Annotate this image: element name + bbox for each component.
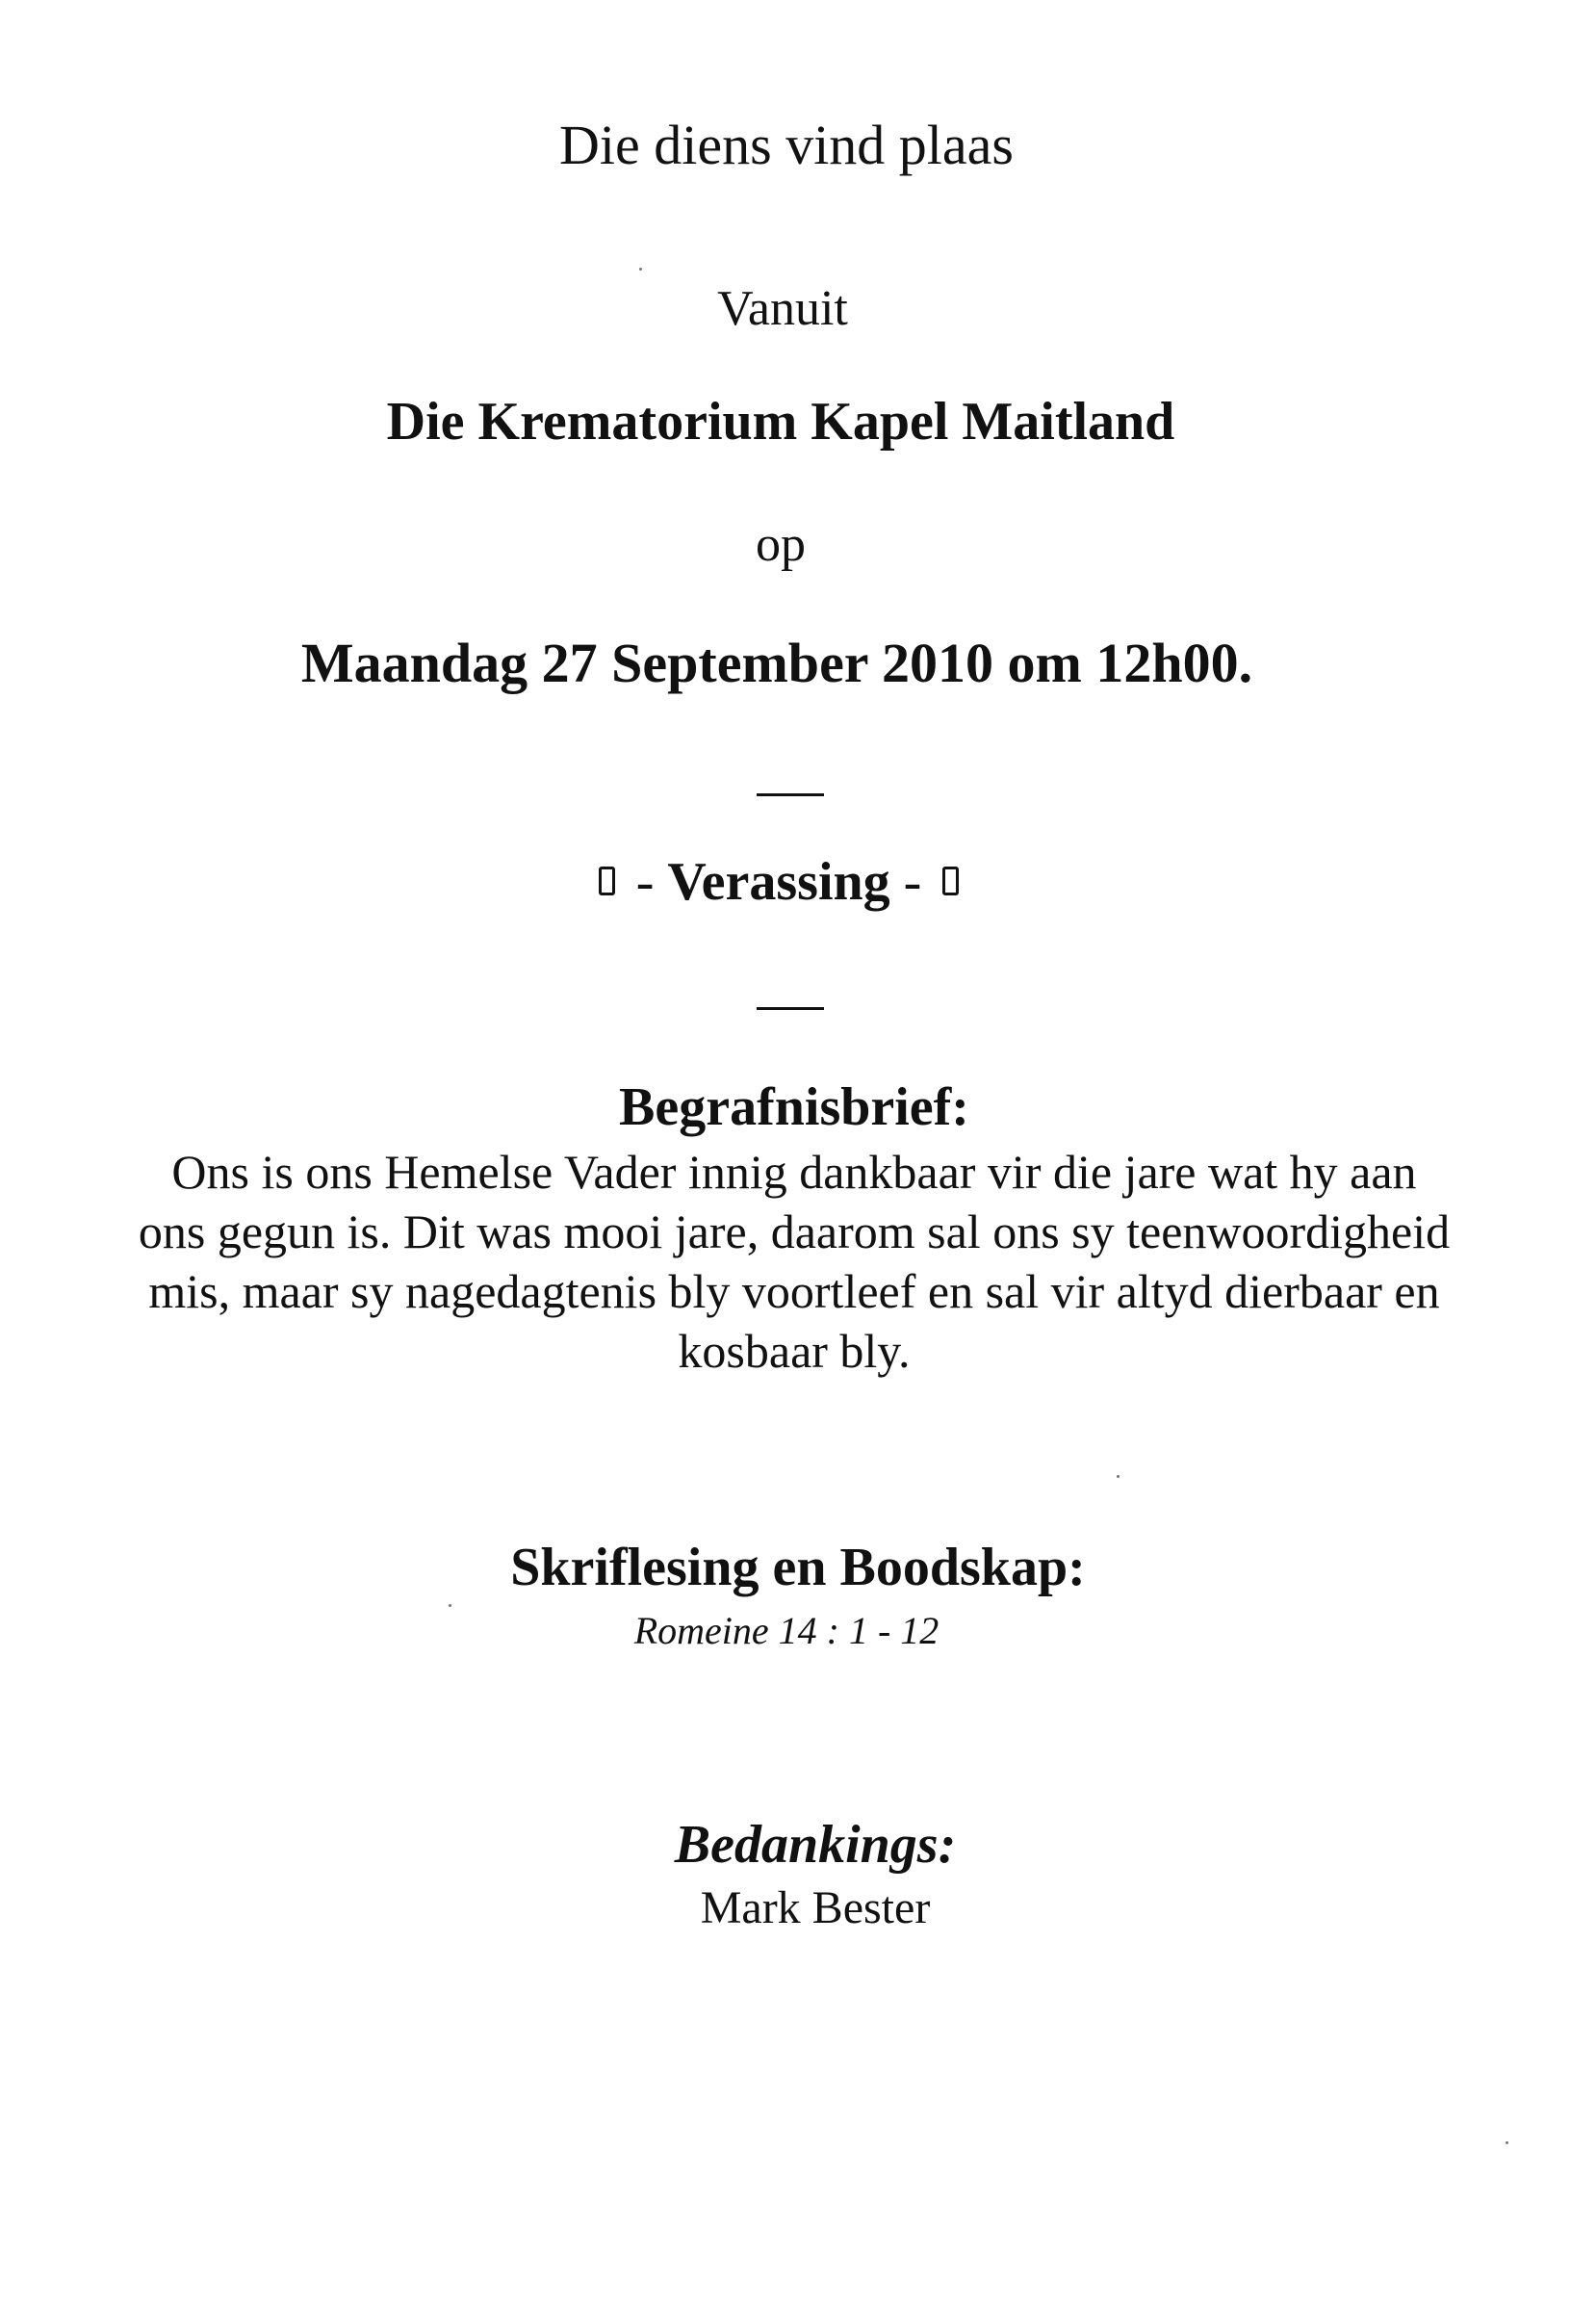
scan-speck — [449, 1604, 451, 1607]
scripture-reference: Romeine 14 : 1 - 12 — [633, 1609, 940, 1652]
cremation-line — [0, 852, 1577, 912]
on-label: op — [756, 517, 806, 572]
from-label: Vanuit — [717, 281, 848, 336]
scan-speck — [1506, 2141, 1508, 2144]
service-date-time: Maandag 27 September 2010 om 12h00. — [300, 632, 1253, 694]
funeral-letter-line: mis, maar sy nagedagtenis bly voortleef en sal vir altyd dierbaar en — [148, 1264, 1440, 1318]
venue-name: Die Krematorium Kapel Maitland — [386, 392, 1175, 452]
separator-rule-bottom — [757, 1007, 824, 1010]
funeral-letter-body — [87, 1142, 1502, 1381]
scripture-heading: Skriflesing en Boodskap: — [510, 1538, 1086, 1597]
funeral-letter-heading: Begrafnisbrief: — [619, 1077, 969, 1137]
cremation-label: Verassing — [667, 852, 890, 912]
scan-speck — [639, 268, 642, 271]
acknowledgements-heading: Bedankings: — [674, 1815, 957, 1875]
acknowledgements-name: Mark Bester — [700, 1882, 931, 1933]
left-dash: - — [635, 852, 655, 912]
service-intro: Die diens vind plaas — [559, 114, 1014, 176]
placeholder-box-icon — [599, 867, 615, 895]
scan-speck — [1117, 1475, 1120, 1478]
separator-rule-top — [757, 793, 824, 796]
funeral-letter-line: Ons is ons Hemelse Vader innig dankbaar vir die jare wat hy aan — [171, 1145, 1417, 1199]
right-dash: - — [903, 852, 922, 912]
placeholder-box-icon — [942, 867, 959, 895]
funeral-letter-line: ons gegun is. Dit was mooi jare, daarom sal ons sy teenwoordigheid — [138, 1204, 1451, 1258]
funeral-letter-line: kosbaar bly. — [678, 1324, 911, 1378]
